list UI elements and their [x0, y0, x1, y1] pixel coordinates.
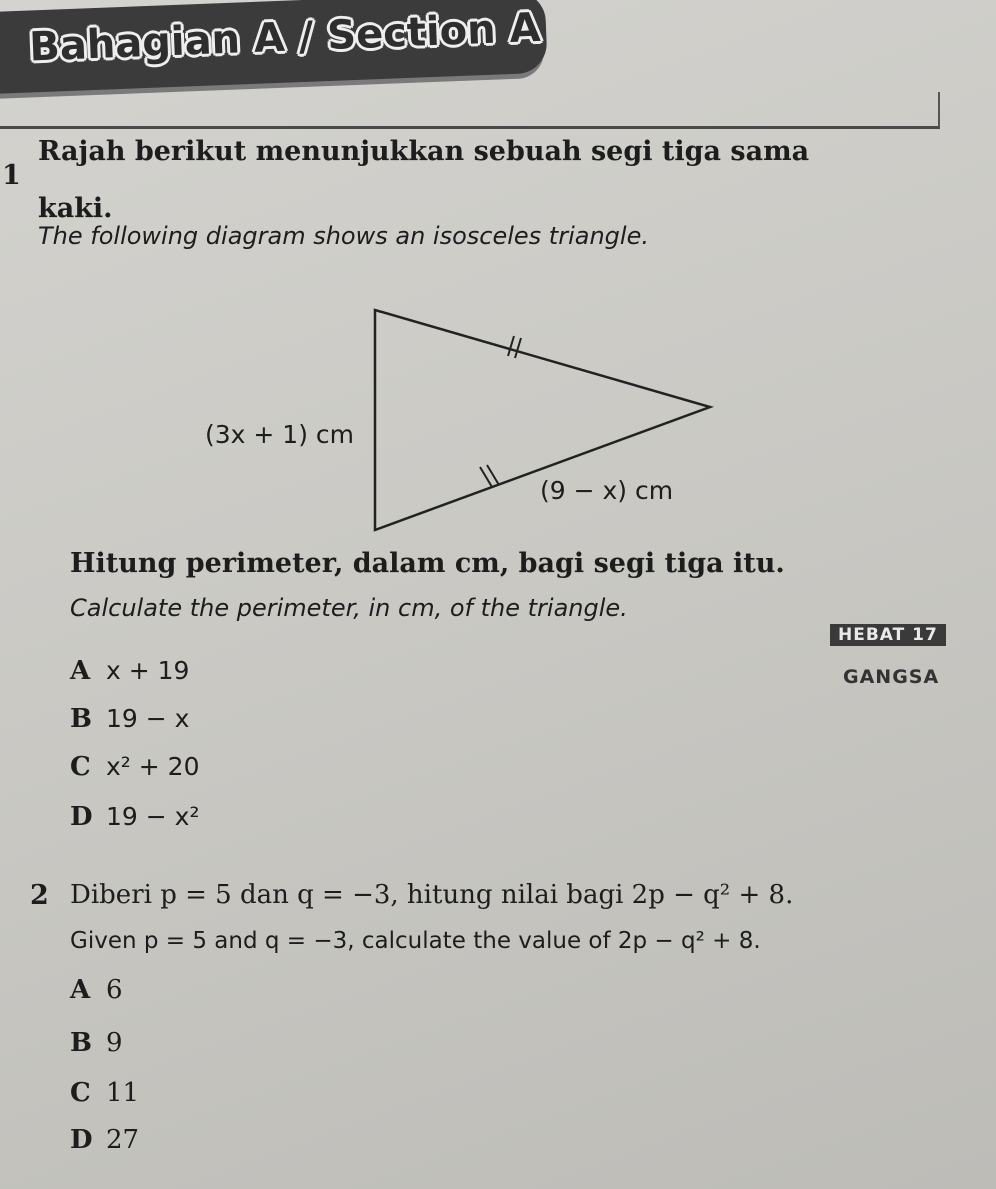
hebat-badge: HEBAT 17	[830, 624, 946, 646]
question-2-text-en: Given p = 5 and q = −3, calculate the value of 2p − q² + 8.	[70, 928, 761, 954]
q1-option-a[interactable]: A x + 19	[70, 656, 190, 686]
q1-option-b[interactable]: B 19 − x	[70, 704, 190, 734]
equal-side-tick	[515, 338, 521, 358]
q2-option-c[interactable]: C 11	[70, 1078, 140, 1108]
question-2-text-ms: Diberi p = 5 dan q = −3, hitung nilai bagi 2p − q² + 8.	[70, 880, 794, 910]
question-1-text-ms-cont: kaki.	[38, 193, 113, 224]
question-1-prompt-ms: Hitung perimeter, dalam cm, bagi segi tiga itu.	[70, 548, 785, 579]
equal-side-tick	[508, 336, 514, 356]
q2-option-a[interactable]: A 6	[70, 975, 123, 1005]
section-banner-text: Bahagian A / Section A	[28, 4, 542, 71]
q2-option-b[interactable]: B 9	[70, 1028, 123, 1058]
question-1-text-ms: Rajah berikut menunjukkan sebuah segi tiga sama	[38, 136, 810, 167]
question-2-number: 2	[30, 880, 49, 911]
gangsa-label: GANGSA	[843, 666, 940, 688]
q1-option-c[interactable]: C x² + 20	[70, 752, 200, 782]
side-label-left: (3x + 1) cm	[205, 420, 354, 449]
q2-option-d[interactable]: D 27	[70, 1125, 140, 1155]
q1-option-d[interactable]: D 19 − x²	[70, 802, 200, 832]
question-1-text-en: The following diagram shows an isosceles triangle.	[38, 222, 649, 250]
side-label-bottom: (9 − x) cm	[540, 476, 674, 505]
question-1-number: 1	[2, 160, 21, 191]
question-1-prompt-en: Calculate the perimeter, in cm, of the triangle.	[70, 594, 628, 622]
